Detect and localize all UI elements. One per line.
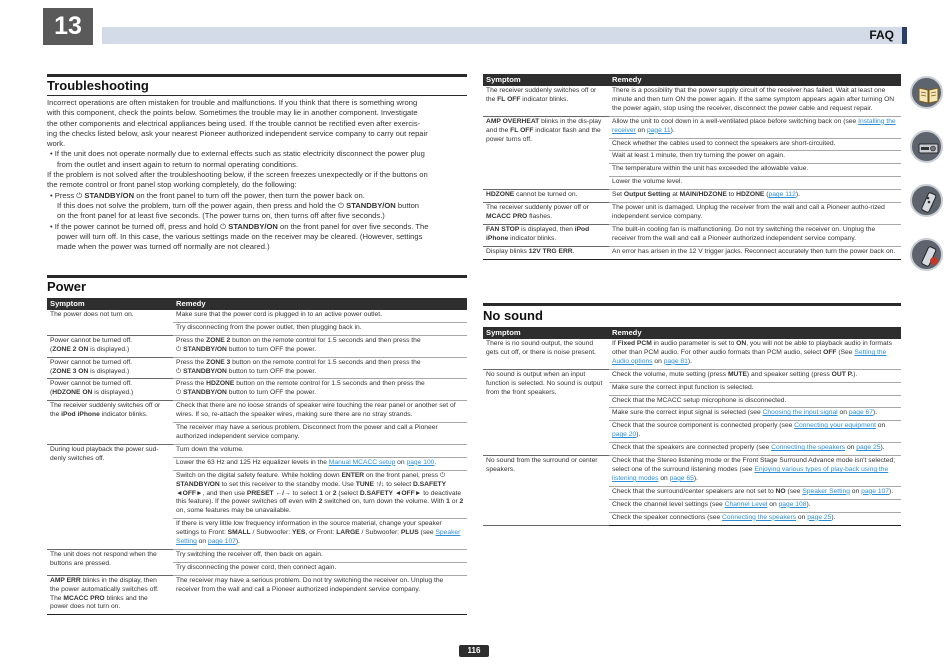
key: LARGE <box>336 529 360 537</box>
text: , or Front: <box>305 529 337 537</box>
text: Display blinks <box>486 247 529 255</box>
text: ). <box>235 538 240 546</box>
remedy-cell <box>609 116 901 138</box>
input-signal-link[interactable]: Choosing the input signal <box>762 409 838 417</box>
key: TUNE ↑/↓ <box>355 480 385 488</box>
key: Fixed PCM <box>617 340 652 347</box>
symptom-cell <box>47 401 173 445</box>
troubleshooting-underline <box>47 95 467 96</box>
key: MCACC PRO <box>63 594 105 602</box>
text: ). <box>795 191 800 199</box>
key: 2 <box>332 489 337 497</box>
text: / Subwoofer: <box>250 529 292 537</box>
text: ). <box>670 126 675 134</box>
remedy-cell <box>173 335 467 357</box>
key: ENTER <box>341 471 365 479</box>
key: STANDBY/ON <box>183 389 227 397</box>
key: PLUS <box>400 529 419 537</box>
table-row <box>483 203 901 225</box>
text: , you will not be able to playback audio in formats other than PCM audio. For other audio formats than PCM audio, select <box>612 340 892 356</box>
connecting-speakers-link[interactable]: Connecting the speakers <box>771 444 846 452</box>
text: button to turn OFF the power. <box>226 389 317 397</box>
key: 12V TRG ERR <box>528 247 573 255</box>
text: on <box>796 513 808 521</box>
press-sub-line2: on the front panel for at least five seconds. (The power turns on, then turns off after five seconds.) <box>57 211 385 221</box>
key: AMP ERR <box>50 576 81 584</box>
text: Allow the unit to cool down in a well-ventilated place before switching back on (see <box>612 117 859 125</box>
col-remedy: Remedy <box>609 327 901 339</box>
text: the <box>50 411 62 419</box>
remedy-cell <box>609 369 901 382</box>
key: MUTE <box>727 370 747 378</box>
table-header-row <box>47 298 467 310</box>
remedy-cell: The power unit is damaged. Unplug the receiver from the wall and call a Pioneer autho-rized independent service company. <box>609 203 901 225</box>
text: ( <box>764 191 769 199</box>
power-icon: ⏻ <box>176 389 184 397</box>
text: button on the remote control for 1.5 seconds and then press the <box>234 380 425 388</box>
key: STANDBY/ON <box>183 367 227 375</box>
text: blinks in the dis-play and the <box>486 117 602 134</box>
key: STANDBY/ON <box>176 480 220 488</box>
text: ) and speaker setting (press <box>746 370 832 378</box>
key: HDZONE <box>486 191 515 199</box>
text: (See <box>836 348 855 356</box>
key: 2 <box>459 498 464 506</box>
text: ). <box>636 431 641 439</box>
col-symptom: Symptom <box>483 327 609 339</box>
text: cannot be turned on. <box>514 191 578 199</box>
table-row <box>483 456 901 487</box>
remedy-cell: Lower the volume level. <box>609 177 901 190</box>
text: indicator blinks. <box>520 95 569 103</box>
text: is displayed.) <box>92 389 134 397</box>
text: Power cannot be turned off. <box>50 380 133 388</box>
text: on <box>652 357 664 365</box>
symptom-cell: There is no sound output, the sound gets cut off, or there is noise present. <box>483 339 609 369</box>
symptom-cell: Power cannot be turned off. (ZONE 3 ON is displayed.) <box>47 357 173 379</box>
remedy-cell <box>173 519 467 550</box>
table-row <box>483 224 901 246</box>
power-cont-table <box>483 74 901 260</box>
intro-line: the other components and electrical appliances being used. If the trouble cannot be rectified even after exercis- <box>47 118 421 128</box>
key: 2 <box>318 498 323 506</box>
symptom-cell <box>483 190 609 203</box>
key: STANDBY/ON <box>183 345 227 353</box>
page-link[interactable]: page 20 <box>612 431 637 439</box>
text: ). <box>806 500 811 508</box>
text: / Subwoofer: <box>359 529 401 537</box>
page-link[interactable]: page 107 <box>207 538 236 546</box>
text: ). <box>880 444 885 452</box>
text: blinks in the display, then the power automatically switches off. The <box>50 576 159 602</box>
static-bullet-line: from the outlet and insert again to return to normal operating conditions. <box>57 159 299 169</box>
col-remedy: Remedy <box>609 74 901 86</box>
press-sub-line <box>47 201 472 211</box>
text: indicator flash and the power turns off. <box>486 126 601 143</box>
remedy-cell: Make sure that the power cord is plugged in to an active power outlet. <box>173 310 467 322</box>
press-sub-post: button <box>395 200 420 210</box>
remedy-cell: Make sure the correct input function is selected. <box>609 382 901 395</box>
header-title: FAQ <box>869 28 894 42</box>
troubleshooting-rule <box>47 74 467 77</box>
press-standby-bullet <box>47 191 472 201</box>
symptom-cell <box>483 116 609 189</box>
table-row <box>47 310 467 322</box>
remote-icon[interactable] <box>910 184 943 217</box>
text: on <box>875 422 886 430</box>
text: Check the channel level settings (see <box>612 500 725 508</box>
key: iPod iPhone <box>61 411 100 419</box>
text: Set <box>612 191 624 199</box>
text: ). <box>853 370 858 378</box>
key: D.SAFETY ◄OFF► <box>359 489 422 497</box>
table-row <box>483 86 901 116</box>
remedy-cell <box>173 470 467 519</box>
key: SMALL <box>227 529 251 537</box>
text: . <box>572 247 575 255</box>
audio-options-link[interactable]: Setting the Audio options <box>612 348 887 365</box>
remedy-cell: The receiver may have a serious problem. Disconnect from the power and call a Pioneer authorized independent service company. <box>173 423 467 445</box>
remedy-cell: An error has arisen in the 12 V trigger jacks. Reconnect accurately then turn the power back on. <box>609 246 901 259</box>
troubleshooting-title: Troubleshooting <box>47 78 149 93</box>
text: ). <box>873 409 878 417</box>
freeze-line: If the problem is not solved after the troubleshooting below, if the screen freezes unexpectedly or if the buttons on <box>47 170 428 180</box>
remedy-cell <box>609 339 901 369</box>
text: is displayed, then <box>519 225 575 233</box>
page-link[interactable]: page 112 <box>768 191 796 199</box>
power-rule <box>47 275 467 278</box>
table-row <box>47 549 467 562</box>
text: blinks and the power does not turn on. <box>50 594 148 611</box>
installing-receiver-link[interactable]: Installing the receiver <box>612 117 896 134</box>
cannot-line: power will turn off. In this case, the various settings made on the receiver may be cleared. (However, settings <box>57 231 423 241</box>
text: to <box>726 191 737 199</box>
symptom-cell: No sound from the surround or center speakers. <box>483 456 609 525</box>
standby-key: STANDBY/ON <box>346 200 396 210</box>
page-link[interactable]: page 67 <box>848 409 873 417</box>
col-symptom: Symptom <box>483 74 609 86</box>
remedy-cell: Check that the MCACC setup microphone is disconnected. <box>609 395 901 408</box>
text: Check that the speakers are connected properly (see <box>612 444 772 452</box>
page-link[interactable]: page 65 <box>669 474 694 482</box>
text: on <box>837 409 849 417</box>
remedy-cell <box>609 408 901 421</box>
symptom-cell: During loud playback the power sud-denly switches off. <box>47 444 173 549</box>
key: ZONE 2 ON <box>52 345 89 353</box>
text: Press the <box>176 336 207 344</box>
text: is displayed.) <box>88 367 130 375</box>
power-icon: ⏻ <box>176 345 184 353</box>
key: NO <box>775 487 786 495</box>
cannot-post: on the front panel for over five seconds. The <box>277 221 429 231</box>
standby-key: STANDBY/ON <box>228 221 278 231</box>
speaker-setting-link[interactable]: Speaker Setting <box>176 529 461 546</box>
press-pre: • Press <box>50 190 77 200</box>
text: on, some features may be unavailable. <box>176 507 291 515</box>
key: OFF <box>823 348 837 356</box>
text: Make sure the correct input signal is selected (see <box>612 409 763 417</box>
key: iPod iPhone <box>486 225 590 242</box>
text: on <box>658 474 670 482</box>
press-post: on the front panel to turn off the power, then turn the power back on. <box>134 190 365 200</box>
col-remedy: Remedy <box>173 298 467 310</box>
text: The receiver suddenly switches off or <box>50 402 161 410</box>
power-icon: ⏻ <box>439 471 446 479</box>
text: If <box>612 340 618 347</box>
power-title: Power <box>47 279 87 294</box>
chapter-number: 13 <box>54 12 82 40</box>
text: at <box>670 191 680 199</box>
text: (see <box>418 529 436 537</box>
manual-mcacc-link[interactable]: Manual MCACC setup <box>328 458 396 466</box>
col-symptom: Symptom <box>47 298 173 310</box>
remedy-cell: Check whether the cables used to connect the speakers are short-circuited. <box>609 138 901 151</box>
key: 1 <box>319 489 324 497</box>
page-link[interactable]: page 25 <box>807 513 832 521</box>
no-sound-table <box>483 327 901 526</box>
remedy-cell: The built-in cooling fan is malfunctioning. Do not try switching the receiver on. Unplug the receiver from the wall and call a Pioneer authorized independent service company. <box>609 224 901 246</box>
text: ). <box>831 513 836 521</box>
text: The receiver suddenly power off or <box>486 204 589 212</box>
text: is displayed.) <box>88 345 130 353</box>
header-bar-edge <box>902 27 907 44</box>
text: to set this receiver to the standby mode. Use <box>219 480 356 488</box>
page-link[interactable]: page 11 <box>646 126 671 134</box>
page-link[interactable]: page 100 <box>406 458 435 466</box>
key: Output Setting <box>623 191 671 199</box>
table-header-row <box>483 74 901 86</box>
key: FL OFF <box>497 95 521 103</box>
key: ZONE 3 <box>206 358 231 366</box>
table-row <box>483 369 901 382</box>
text: Check the volume, mute setting (press <box>612 370 728 378</box>
chapter-tab <box>43 8 93 45</box>
key: MAIN/HDZONE <box>679 191 727 199</box>
remedy-cell <box>173 357 467 379</box>
page-link[interactable]: page 81 <box>663 357 688 365</box>
power-icon: ⏻ <box>220 221 229 231</box>
key: YES <box>291 529 306 537</box>
text: If there is very little low frequency information in the source material, change your speaker settings to Front: <box>176 520 442 537</box>
key: HDZONE <box>736 191 765 199</box>
symptom-cell: The unit does not respond when the buttons are pressed. <box>47 549 173 575</box>
text: button on the remote control for 1.5 seconds and then press the <box>230 336 421 344</box>
remedy-cell: The receiver may have a serious problem. Do not try switching the receiver on. Unplug the receiver from the wall and call a Pioneer authorized independent service company. <box>173 575 467 615</box>
key: HDZONE ON <box>52 389 93 397</box>
symptom-cell: The power does not turn on. <box>47 310 173 335</box>
text: indicator blinks. <box>508 234 557 242</box>
text: or <box>323 489 333 497</box>
header-bar <box>102 27 902 44</box>
table-row <box>483 246 901 259</box>
cannot-line: made when the power was turned off normally are not cleared.) <box>57 242 270 252</box>
freeze-line: the remote control or front panel stop working completely, do the following: <box>47 180 297 190</box>
symptom-cell <box>483 224 609 246</box>
intro-line: work. <box>47 139 66 149</box>
key: D.SAFETY ◄OFF► <box>176 480 446 497</box>
symptom-cell <box>47 575 173 615</box>
cannot-pre: • If the power cannot be turned off, press and hold <box>50 221 221 231</box>
connecting-speakers-link[interactable]: Connecting the speakers <box>722 513 797 521</box>
remedy-cell: Try disconnecting the power cord, then connect again. <box>173 562 467 575</box>
page-link[interactable]: page 108 <box>778 500 807 508</box>
symptom-cell: No sound is output when an input function is selected. No sound is output from the front speakers. <box>483 369 609 455</box>
remedy-cell: Wait at least 1 minute, then try turning the power on again. <box>609 151 901 164</box>
table-row <box>47 357 467 379</box>
page-number: 116 <box>459 645 489 657</box>
connecting-equipment-link[interactable]: Connecting your equipment <box>794 422 876 430</box>
text: The receiver suddenly switches off or the <box>486 87 597 103</box>
text: or <box>449 498 460 506</box>
intro-line: ing the checks listed below, ask your nearest Pioneer authorized independent service company to carry out repair <box>47 128 428 138</box>
remedy-cell <box>173 379 467 401</box>
remedy-cell <box>609 456 901 487</box>
power-icon: ⏻ <box>338 200 347 210</box>
text: Check the speaker connections (see <box>612 513 723 521</box>
speaker-setting-link[interactable]: Speaker Setting <box>802 487 850 495</box>
text: on <box>849 487 862 495</box>
no-sound-rule <box>483 303 901 306</box>
remedy-cell <box>173 457 467 470</box>
intro-line: Incorrect operations are often mistaken for trouble and malfunctions. If you think that there is something wrong <box>47 98 418 107</box>
text: Lower the 63 Hz and 125 Hz equalizer levels in the <box>176 458 329 466</box>
static-bullet-line: • If the unit does not operate normally due to external effects such as static electricity disconnect the power plug <box>50 149 425 159</box>
text: button on the remote control for 1.5 seconds and then press the <box>230 358 421 366</box>
key: ZONE 3 ON <box>52 367 89 375</box>
text: Power cannot be turned off. <box>50 336 133 344</box>
text: (see <box>785 487 803 495</box>
table-row <box>483 339 901 369</box>
remedy-cell <box>609 443 901 456</box>
text: on <box>635 126 647 134</box>
key: PRESET ←/→ <box>246 489 291 497</box>
text: to deactivate this feature). If the power switches off even with <box>176 489 462 506</box>
key: MCACC PRO <box>486 212 528 220</box>
remedy-cell: There is a possibility that the power supply circuit of the receiver has failed. Wait at least one minute and then turn ON the power again. If the same symptom appears again after turning ON the power again, stop using the receiver, disconnect the power cable and request repair. <box>609 86 901 116</box>
page-link[interactable]: page 25 <box>856 444 881 452</box>
table-header-row <box>483 327 901 339</box>
page-link[interactable]: page 107 <box>861 487 889 495</box>
text: on <box>395 458 407 466</box>
key: OUT P. <box>831 370 854 378</box>
text: ). <box>889 487 894 495</box>
text: Check that the surround/center speakers are not set to <box>612 487 776 495</box>
table-row <box>47 379 467 401</box>
symptom-cell <box>483 86 609 116</box>
key: 1 <box>446 498 450 506</box>
symptom-cell: Power cannot be turned off. (ZONE 2 ON is displayed.) <box>47 335 173 357</box>
text: Press the <box>176 380 207 388</box>
table-row <box>483 190 901 203</box>
remedy-cell: The temperature within the unit has exceeded the allowable value. <box>609 164 901 177</box>
rqc-remote-icon[interactable] <box>910 238 943 271</box>
table-row <box>47 575 467 615</box>
text: to select <box>384 480 413 488</box>
remedy-cell <box>609 499 901 512</box>
text: Press the <box>176 358 207 366</box>
receiver-icon[interactable] <box>910 130 943 163</box>
text: button to turn OFF the power. <box>226 367 317 375</box>
remedy-cell <box>609 421 901 443</box>
text: Check that the Stereo listening mode or the Front Stage Surround Advance mode isn't selected; select one of the surround listening modes (see <box>612 457 896 473</box>
remedy-cell: Check that there are no loose strands of speaker wire touching the rear panel or another set of wires. If so, re-attach the speaker wires, making sure there are no stray strands. <box>173 401 467 423</box>
key: FAN STOP <box>486 225 520 233</box>
key: ON <box>736 340 747 347</box>
remedy-cell: Try disconnecting from the power outlet, then plugging back in. <box>173 322 467 335</box>
text: on <box>767 500 779 508</box>
book-icon[interactable] <box>910 76 943 109</box>
text: (select <box>336 489 360 497</box>
key: FL OFF <box>510 126 534 134</box>
symptom-cell: Power cannot be turned off. (HDZONE ON is displayed.) <box>47 379 173 401</box>
no-sound-title: No sound <box>483 308 543 323</box>
remedy-cell: Try switching the receiver off, then back on again. <box>173 549 467 562</box>
troubleshooting-body <box>47 98 472 252</box>
intro-line: with this component, check the points below. Sometimes the trouble may lie in another component. Investigate <box>47 108 418 118</box>
remedy-cell <box>609 190 901 203</box>
text: Check that the source component is connected properly (see <box>612 422 795 430</box>
press-sub-pre: If this does not solve the problem, turn off the power again, then press and hold the <box>57 200 339 210</box>
power-icon: ⏻ <box>176 367 184 375</box>
text: . <box>434 458 437 466</box>
table-row <box>47 335 467 357</box>
text: button to turn OFF the power. <box>226 345 317 353</box>
text: on <box>845 444 857 452</box>
cannot-off-bullet <box>47 222 472 232</box>
text: , and then use <box>202 489 247 497</box>
listening-modes-link[interactable]: Enjoying various types of play-back using the listening modes <box>612 465 889 482</box>
text: to select <box>290 489 320 497</box>
text: Switch on the digital safety feature. While holding down <box>176 471 342 479</box>
text: in audio parameter is set to <box>651 340 737 347</box>
key: AMP OVERHEAT <box>486 117 540 125</box>
remedy-cell: Turn down the volume. <box>173 444 467 457</box>
text: ). <box>687 357 692 365</box>
symptom-cell <box>483 246 609 259</box>
text: flashes. <box>527 212 553 220</box>
text: Power cannot be turned off. <box>50 358 133 366</box>
channel-level-link[interactable]: Channel Level <box>724 500 768 508</box>
text: indicator blinks. <box>99 411 148 419</box>
text: on the front panel, press <box>364 471 440 479</box>
power-icon: ⏻ <box>76 190 85 200</box>
symptom-cell <box>483 203 609 225</box>
key: HDZONE <box>206 380 235 388</box>
table-row <box>483 116 901 138</box>
power-table <box>47 298 467 615</box>
standby-key: STANDBY/ON <box>84 190 135 200</box>
remedy-cell <box>609 512 901 525</box>
text: on <box>196 538 208 546</box>
text: switched on, turn down the volume. With <box>322 498 447 506</box>
text: ). <box>693 474 698 482</box>
key: ZONE 2 <box>206 336 231 344</box>
remedy-cell <box>609 486 901 499</box>
table-row <box>47 401 467 423</box>
table-row <box>47 444 467 457</box>
